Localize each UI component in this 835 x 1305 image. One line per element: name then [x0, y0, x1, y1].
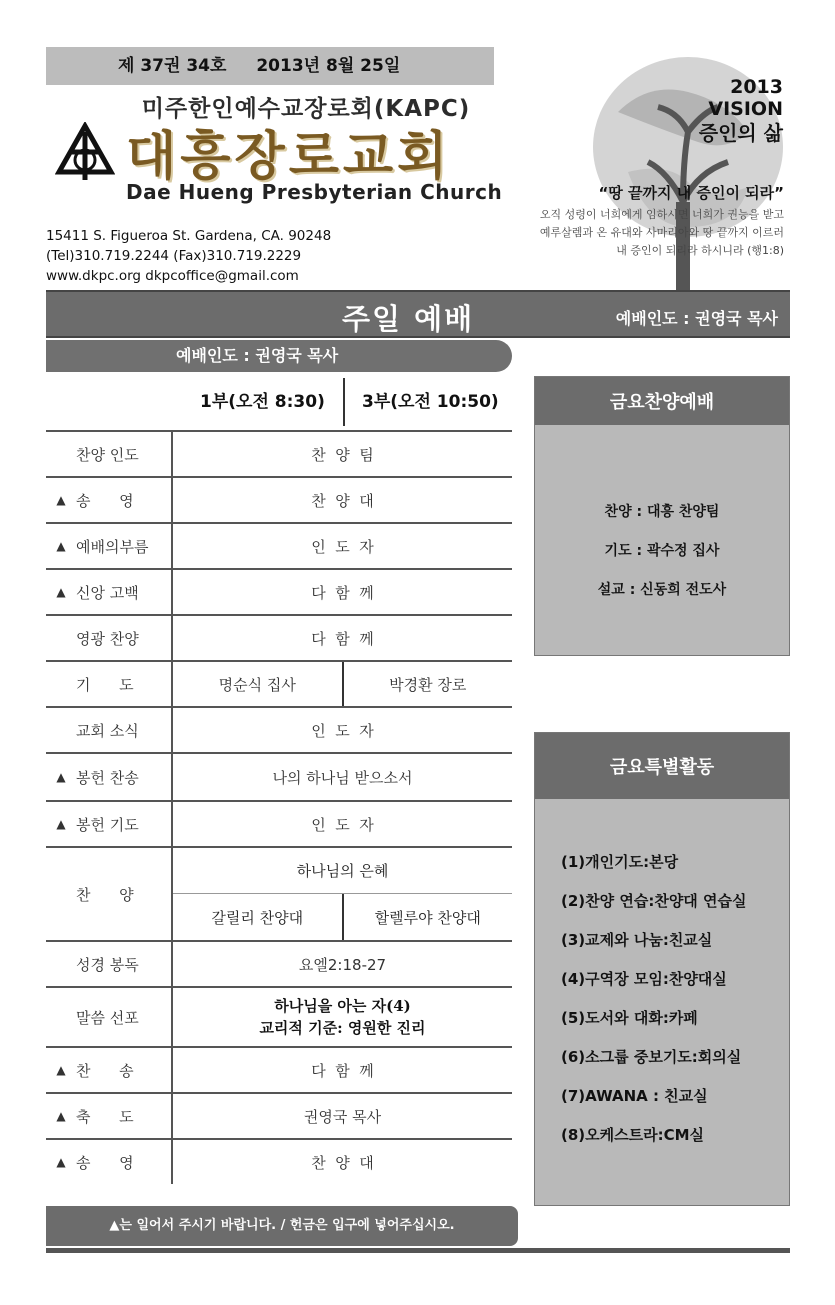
row-label: ▲ 찬 송: [46, 1048, 173, 1092]
friday-worship-line: 설교 : 신동희 전도사: [597, 582, 727, 598]
table-row: [46, 568, 512, 614]
row-label: ▲ 축 도: [46, 1094, 173, 1138]
verse-line: 예루살렘과 온 유대와 사마리아와 땅 끝까지 이르러: [539, 226, 784, 239]
stand-marker: ▲: [56, 493, 66, 507]
vision-year: 2013: [730, 76, 783, 98]
row-value: 찬 양 팀: [311, 445, 374, 464]
table-row: [46, 706, 512, 752]
row-split-value: [173, 662, 512, 706]
vision-block: [665, 76, 783, 146]
service-1-value: 명순식 집사: [173, 662, 344, 706]
row-value: 하나님의 은혜: [173, 848, 512, 894]
church-name-en: Dae Hueng Presbyterian Church: [126, 180, 503, 204]
row-value: 인 도 자: [311, 721, 374, 740]
row-value: 나의 하나님 받으소서: [272, 768, 413, 787]
service-1-value: 갈릴리 찬양대: [173, 894, 344, 940]
sermon-line-1: 하나님을 아는 자(4): [274, 997, 411, 1015]
activity-item: (4)구역장 모임:찬양대실: [561, 970, 727, 988]
table-row: [46, 614, 512, 660]
verse-line: 오직 성령이 너희에게 임하시면 너희가 권능을 받고: [539, 208, 784, 221]
table-row: [46, 752, 512, 800]
friday-worship-line: 기도 : 곽수정 집사: [604, 543, 720, 559]
activity-item: (2)찬양 연습:찬양대 연습실: [561, 892, 747, 910]
row-label: ▲ 예배의부름: [46, 524, 173, 568]
row-label: 기 도: [46, 662, 173, 706]
row-value: 권영국 목사: [303, 1107, 382, 1126]
row-label: 교회 소식: [46, 708, 173, 752]
row-label: 성경 봉독: [46, 942, 173, 986]
vision-word: VISION: [708, 98, 783, 120]
table-row: [46, 940, 512, 986]
service-3-value: 박경환 장로: [389, 675, 467, 694]
row-value: 찬 양 대: [311, 491, 374, 510]
issue-date: 2013년 8월 25일: [256, 56, 401, 76]
scripture-reading: 요엘2:18-27: [298, 955, 387, 974]
row-label: ▲ 봉헌 기도: [46, 802, 173, 846]
stand-marker: ▲: [56, 1109, 66, 1123]
stand-marker: ▲: [56, 770, 66, 784]
motto: “땅 끝까지 내 증인이 되라”: [598, 184, 784, 202]
row-stacked-value: [173, 848, 512, 940]
stand-marker: ▲: [56, 1155, 66, 1169]
worship-leader-pill: 예배인도 : 권영국 목사: [46, 340, 512, 372]
service-3-heading: 3부(오전 10:50): [362, 392, 499, 412]
web-email: www.dkpc.org dkpcoffice@gmail.com: [46, 268, 299, 284]
church-name-ko: 대흥장로교회: [126, 126, 452, 187]
friday-activities-title: 금요특별활동: [535, 733, 789, 799]
sermon-title: [173, 988, 512, 1046]
table-row: [46, 430, 512, 476]
activity-item: (8)오케스트라:CM실: [561, 1126, 705, 1144]
vision-subtitle: 증인의 삶: [698, 121, 783, 145]
contact-info: [46, 226, 331, 286]
row-label: ▲ 송 영: [46, 1140, 173, 1184]
issue-bar: [46, 47, 494, 85]
sermon-line-2: 교리적 기준: 영원한 진리: [259, 1019, 426, 1037]
table-row: [46, 1046, 512, 1092]
church-logo-icon: [55, 122, 115, 182]
row-label: 찬양 인도: [46, 432, 173, 476]
table-row: [46, 1138, 512, 1184]
bottom-divider: [46, 1248, 790, 1253]
row-label: 영광 찬양: [46, 616, 173, 660]
friday-activities-box: [534, 732, 790, 1206]
footer-note: ▲는 일어서 주시기 바랍니다. / 헌금은 입구에 넣어주십시오.: [46, 1206, 518, 1246]
service-divider: [343, 378, 345, 426]
row-label: 말씀 선포: [46, 988, 173, 1046]
phone-fax: (Tel)310.719.2244 (Fax)310.719.2229: [46, 248, 302, 264]
order-of-worship: [46, 430, 512, 1184]
row-label: ▲ 봉헌 찬송: [46, 754, 173, 800]
table-row: [46, 986, 512, 1046]
activity-item: (7)AWANA : 친교실: [561, 1087, 708, 1105]
activity-item: (1)개인기도:본당: [561, 853, 679, 871]
table-row: [46, 522, 512, 568]
row-label: ▲ 송 영: [46, 478, 173, 522]
service-3-value: 할렐루야 찬양대: [374, 908, 481, 927]
friday-worship-title: 금요찬양예배: [535, 377, 789, 425]
row-value: 인 도 자: [311, 537, 374, 556]
row-value: 다 함 께: [311, 629, 374, 648]
sunday-worship-banner: [46, 290, 790, 338]
table-row: [46, 800, 512, 846]
table-row: [46, 476, 512, 522]
row-value: 찬 양 대: [311, 1153, 374, 1172]
verse: [470, 206, 784, 260]
row-value: 인 도 자: [311, 815, 374, 834]
stand-marker: ▲: [56, 539, 66, 553]
banner-leader: 예배인도 : 권영국 목사: [615, 309, 778, 328]
row-value: 다 함 께: [311, 583, 374, 602]
table-row: [46, 1092, 512, 1138]
row-label: 찬 양: [46, 848, 173, 940]
service-1-heading: 1부(오전 8:30): [200, 392, 325, 412]
address: 15411 S. Figueroa St. Gardena, CA. 90248: [46, 228, 332, 244]
issue-volume: 제 37권 34호: [118, 56, 227, 76]
friday-worship-box: [534, 376, 790, 656]
verse-line: 내 증인이 되리라 하시니라 (행1:8): [616, 244, 784, 257]
denomination: 미주한인예수교장로회(KAPC): [141, 96, 471, 122]
row-label: ▲ 신앙 고백: [46, 570, 173, 614]
stand-marker: ▲: [56, 1063, 66, 1077]
friday-worship-line: 찬양 : 대흥 찬양팀: [604, 504, 720, 520]
stand-marker: ▲: [56, 817, 66, 831]
stand-marker: ▲: [56, 585, 66, 599]
table-row: [46, 660, 512, 706]
activity-item: (6)소그룹 중보기도:회의실: [561, 1048, 742, 1066]
banner-title: 주일 예배: [342, 302, 475, 336]
table-row: [46, 846, 512, 940]
activity-item: (5)도서와 대화:카페: [561, 1009, 698, 1027]
activity-item: (3)교제와 나눔:친교실: [561, 931, 713, 949]
row-value: 다 함 께: [311, 1061, 374, 1080]
